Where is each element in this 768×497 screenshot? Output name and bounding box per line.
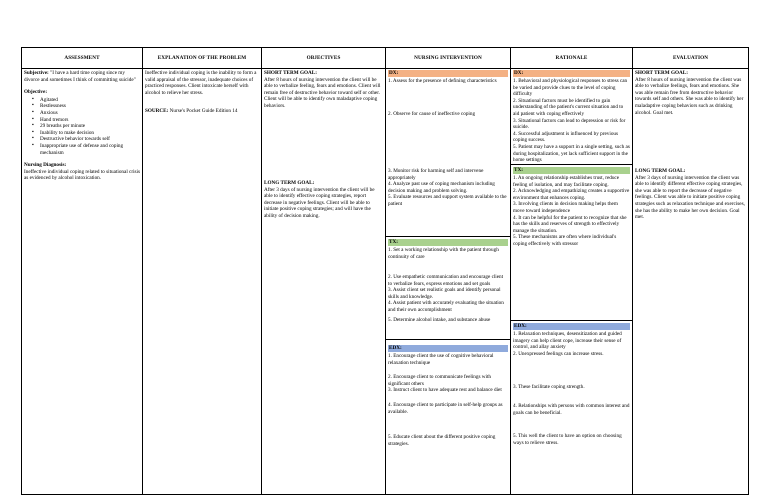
evaluation-long-text: After 3 days of nursing intervention the client was able to identify different effective coping strategies, she was able to report the decrease of negative feelings. Client was able to initiate positive coping strategies such as relaxation technique and exercises, she has the ability to make her own decision. Goal met.	[635, 174, 745, 221]
intervention-tx-3: 3. Assist client set realistic goals and identify personal skills and knowledge.	[388, 287, 501, 300]
explanation-text: Ineffective individual coping is the inability to form a valid appraisal of the stressor, inadequate choices of practiced responses. Client intoxicate herself with alcohol to relieve her stress.	[145, 70, 257, 96]
intervention-dx-5: 5. Evaluate resources and support system available to the patient	[388, 194, 507, 207]
short-term-label: SHORT TERM GOAL:	[264, 70, 317, 76]
objective-item: ▪ Agitated	[40, 97, 140, 104]
evaluation-long-label: LONG TERM GOAL:	[635, 168, 686, 174]
divider	[386, 339, 510, 340]
edx-tag: EDX:	[388, 345, 508, 352]
short-term-text: After 8 hours of nursing intervention the client will be able to verbalize feeling, fears and emotions. Client will remain free of destructive behavior toward self or other. Client will be able to identify own maladaptive coping behaviors.	[264, 76, 381, 109]
objective-item: ▪ Anxious	[40, 110, 140, 117]
long-term-goal	[264, 180, 383, 220]
objectives-header: OBJECTIVES	[262, 48, 385, 69]
intervention-dx-3-5	[388, 168, 508, 208]
intervention-tx-1: 1. Set a working relationship with the patient through continuity of care	[388, 247, 499, 260]
care-plan-table	[21, 47, 749, 495]
objectives-column	[262, 48, 386, 494]
intervention-tx-4: 4. Assist patient with accurately evaluating the situation and their own accomplishment	[388, 300, 504, 313]
rationale-header: RATIONALE	[511, 48, 632, 69]
intervention-dx-1: 1. Assess for the presence of defining characteristics	[388, 78, 497, 84]
rationale-edx-4: 4. Relationships with persons with common interest and goals can be beneficial.	[513, 403, 630, 416]
evaluation-column	[633, 48, 748, 494]
rationale-dx-block	[513, 70, 630, 164]
rationale-dx-text: 1. Behavioral and physiological responses to stress can be varied and provide clues to the level of coping difficulty 2. Situational factors must be identified to gain understanding of the patient's current situation and to aid patient with coping effectively 3. Situational factors can lead to depression or risk for suicide. 4. Successful adjustment is influenced by previous coping success. 5. Patient may have a support in a single setting, such as during hospitalization, yet lack sufficient support in the home settings	[513, 78, 630, 164]
objective-item: ▪ Inappropriate use of defense and coping mechanism	[40, 143, 140, 156]
dx-tag: DX:	[388, 70, 508, 77]
objective-item: ▪ Hand tremors	[40, 117, 140, 124]
short-term-goal	[264, 70, 383, 110]
objective-item: ▪ 29 breaths per minute	[40, 123, 140, 130]
diagnosis-text: Ineffective individual coping related to situational crisis as evidenced by alcohol intoxication.	[24, 168, 141, 182]
rationale-edx-block	[513, 323, 630, 357]
evaluation-header: EVALUATION	[633, 48, 748, 69]
edx-tag: EDX:	[513, 323, 630, 330]
objective-item: ▪ Restlessness	[40, 103, 140, 110]
subjective-line	[24, 70, 140, 83]
tx-tag: TX:	[388, 239, 508, 246]
long-term-text: After 3 days of nursing intervention the client will be able to identify effective coping strategies, report decrease in negative feelings. Client will be able to initiate positive coping strategies; and will have the ability of decision making.	[264, 186, 375, 219]
intervention-dx-3: 3. Monitor risk for harming self and intervene appropriately	[388, 168, 484, 181]
rationale-tx-block	[513, 167, 630, 248]
subjective-label: Subjective:	[24, 70, 49, 76]
rationale-tx-text: 1. An ongoing relationship establishes trust, reduce feeling of isolation, and may facilitate coping. 2. Acknowledging and empathizing creates a supportive environment that enhances coping. 3. Involving clients in decision making helps them move toward independence 4. It can be helpful for the patient to recognize that she has the skills and reserves of strength to effectively manage the situation. 5. These mechanisms are often where individual's coping effectively with stressor	[513, 175, 630, 247]
intervention-tx-block	[388, 239, 508, 260]
intervention-edx-2-3	[388, 374, 508, 394]
diagnosis-label: Nursing Diagnosis:	[24, 162, 67, 169]
intervention-header: NURSING INTERVENTION	[386, 48, 510, 69]
evaluation-short-term	[635, 70, 746, 116]
objective-item: ▪ Inability to make decision	[40, 130, 140, 137]
source-label: SOURCE:	[145, 108, 169, 115]
intervention-column	[386, 48, 511, 494]
evaluation-long-term	[635, 168, 746, 221]
assessment-header: ASSESSMENT	[22, 48, 142, 69]
evaluation-short-label: SHORT TERM GOAL:	[635, 70, 688, 76]
intervention-edx-2: 2. Encourage client to communicate feelings with significant others	[388, 374, 491, 387]
objective-label: Objective:	[24, 89, 48, 96]
subjective-text: "I have a hard time coping since my divorce and sometimes I think of committing suicide"	[24, 70, 136, 83]
explanation-column	[143, 48, 262, 494]
intervention-edx-block	[388, 345, 508, 366]
assessment-body	[24, 70, 140, 182]
rationale-edx-5: 5. This well the client to have an option on choosing ways to relieve stress.	[513, 433, 622, 446]
rationale-edx-3: 3. These facilitate coping strength.	[513, 384, 585, 390]
objective-item: ▪ Destructive behavior towards self	[40, 136, 140, 143]
intervention-edx-3: 3. Instruct client to have adequate rest and balance diet	[388, 387, 502, 394]
source-text: Nurse's Pocket Guide Edition 14	[168, 108, 238, 115]
divider	[511, 164, 632, 165]
divider	[386, 236, 510, 237]
intervention-tx-2: 2. Use empathetic communication and encourage client to verbalize fears, express emotions and set goals	[388, 274, 504, 287]
rationale-edx-1-2: 1. Relaxation techniques, desensitization and guided imagery can help client cope, increase their sense of control, and allay anxiety 2. Unexpressed feelings can increase stress.	[513, 331, 622, 357]
rationale-column	[511, 48, 633, 494]
intervention-dx-4: 4. Analyze past use of coping mechanism including decision making and problem solving.	[388, 181, 495, 194]
objective-list	[24, 97, 140, 156]
intervention-edx-4: 4. Encourage client to participate in self-help groups as available.	[388, 402, 503, 415]
intervention-edx-1: 1. Encourage client the use of cognitive behavioral relaxation technique	[388, 353, 494, 366]
tx-tag: TX:	[513, 167, 630, 174]
intervention-edx-5: 5. Educate client about the different positive coping strategies.	[388, 434, 496, 447]
intervention-tx-2-4	[388, 274, 508, 314]
intervention-dx-block	[388, 70, 508, 85]
explanation-header: EXPLANATION OF THE PROBLEM	[143, 48, 261, 69]
evaluation-short-text: After 8 hours of nursing intervention the client was able to verbalize feelings, fears and emotions. She was able remain free from destructive behavior towards self and others. She was able to identify her maladaptive coping behaviors such as drinking alcohol. Goal met.	[635, 76, 744, 116]
dx-tag: DX:	[513, 70, 630, 77]
assessment-column	[22, 48, 143, 494]
source-line	[145, 108, 259, 115]
explanation-body	[145, 70, 259, 115]
intervention-dx-2: 2. Observe for cause of ineffective coping	[388, 111, 476, 117]
divider	[511, 320, 632, 321]
long-term-label: LONG TERM GOAL:	[264, 180, 315, 186]
intervention-tx-5: 5. Determine alcohol intake, and substance abuse	[388, 317, 491, 323]
